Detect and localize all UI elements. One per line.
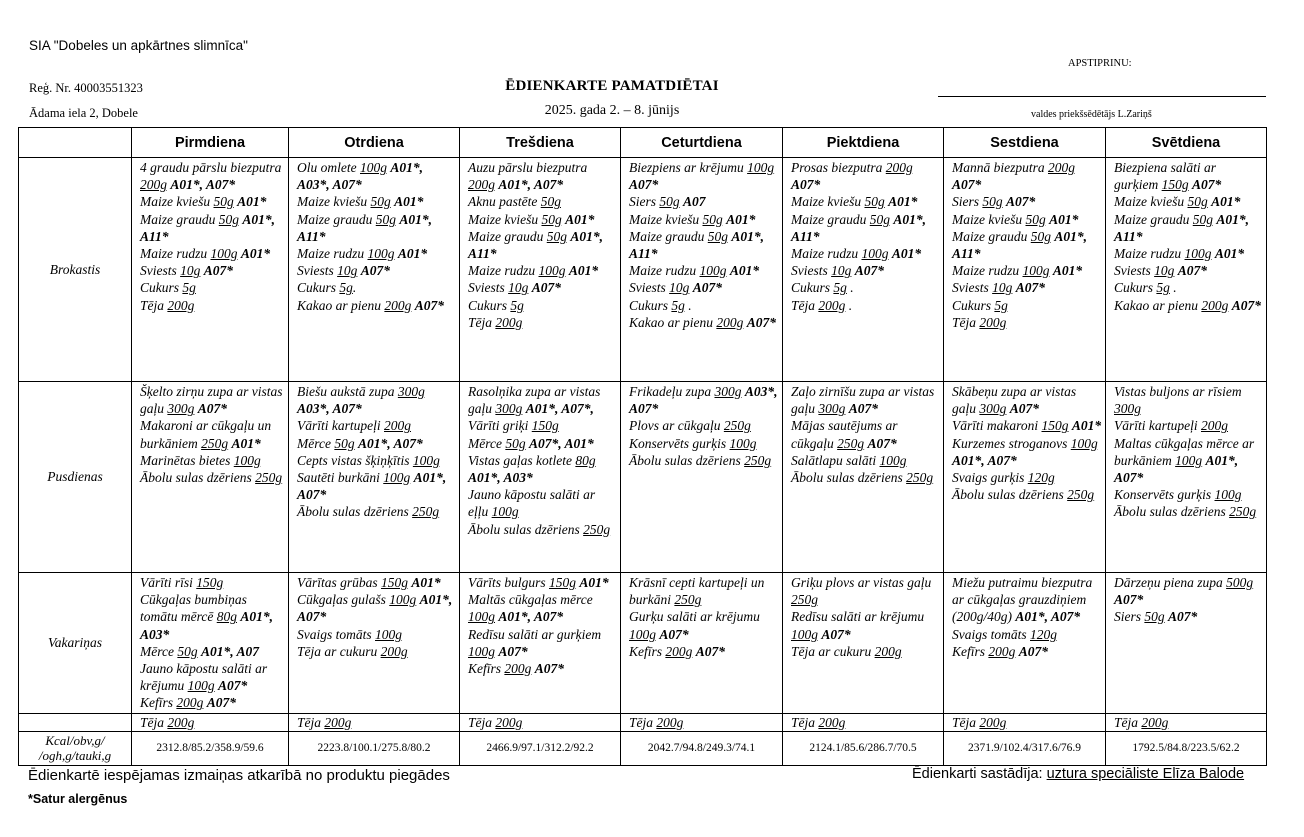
tea-cell: Tēja 200g xyxy=(468,714,523,730)
menu-cell: Frikadeļu zupa 300g A03*, A07* Plovs ar cūkgaļu 250g Konservēts gurķis 100g Ābolu sulas dzēriens 250g xyxy=(629,384,778,468)
registration-number: Reģ. Nr. 40003551323 xyxy=(29,81,143,95)
menu-cell: Miežu putraimu biezputra ar cūkgaļas grauzdiņiem (200g/40g) A01*, A07* Svaigs tomāts 120g Kefīrs 200g A07* xyxy=(952,575,1093,659)
menu-cell: Biezpiens ar krējumu 100g A07* Siers 50g A07 Maize kviešu 50g A01* Maize graudu 50g A01*, A11* Maize rudzu 100g A01* Sviests 10g A07* Cukurs 5g . Kakao ar pienu 200g A07* xyxy=(629,160,777,330)
menu-cell: Vistas buljons ar rīsiem 300g Vārīti kartupeļi 200g Maltas cūkgaļas mērce ar burkāniem 100g A01*, A07* Konservēts gurķis 100g Ābolu sulas dzēriens 250g xyxy=(1114,384,1257,520)
menu-table xyxy=(18,127,1267,766)
tea-row-label xyxy=(19,713,132,731)
menu-cell: Zaļo zirnīšu zupa ar vistas gaļu 300g A07* Mājas sautējums ar cūkgaļu 250g A07* Salātlapu salāti 100g Ābolu sulas dzēriens 250g xyxy=(791,384,935,486)
day-header: Sestdiena xyxy=(944,128,1106,158)
menu-cell: Mannā biezputra 200g A07* Siers 50g A07* Maize kviešu 50g A01* Maize graudu 50g A01*, A11* Maize rudzu 100g A01* Sviests 10g A07* Cukurs 5g Tēja 200g xyxy=(952,160,1088,330)
menu-cell: Vārītas grūbas 150g A01* Cūkgaļas gulašs 100g A01*, A07* Svaigs tomāts 100g Tēja ar cukuru 200g xyxy=(297,575,453,659)
allergen-note: *Satur alergēnus xyxy=(28,792,128,806)
row-label-breakfast: Brokastis xyxy=(19,158,132,382)
page-title: ĒDIENKARTE PAMATDIĒTAI xyxy=(505,78,719,94)
kcal-value: 2042.7/94.8/249.3/74.1 xyxy=(621,731,783,765)
kcal-value: 2124.1/85.6/286.7/70.5 xyxy=(783,731,944,765)
kcal-value: 2223.8/100.1/275.8/80.2 xyxy=(289,731,460,765)
menu-cell: Vārīts bulgurs 150g A01* Maltās cūkgaļas mērce 100g A01*, A07* Redīsu salāti ar gurķiem 100g A07* Kefīrs 200g A07* xyxy=(468,575,609,677)
tea-row xyxy=(19,713,1267,731)
day-header: Svētdiena xyxy=(1106,128,1267,158)
organization-name: SIA "Dobeles un apkārtnes slimnīca" xyxy=(29,38,248,53)
kcal-row xyxy=(19,731,1267,765)
signature-line xyxy=(938,96,1266,97)
tea-cell: Tēja 200g xyxy=(791,714,846,730)
kcal-value: 1792.5/84.8/223.5/62.2 xyxy=(1106,731,1267,765)
breakfast-row xyxy=(19,158,1267,382)
menu-cell: Olu omlete 100g A01*, A03*, A07* Maize kviešu 50g A01* Maize graudu 50g A01*, A11* Maize rudzu 100g A01* Sviests 10g A07* Cukurs 5g. Kakao ar pienu 200g A07* xyxy=(297,160,445,313)
approve-label: APSTIPRINU: xyxy=(1068,58,1132,69)
footer-author xyxy=(912,766,1244,782)
author-prefix: Ēdienkarti sastādīja: xyxy=(912,766,1047,782)
menu-cell: Skābeņu zupa ar vistas gaļu 300g A07* Vārīti makaroni 150g A01* Kurzemes stroganovs 100g A01*, A07* Svaigs gurķis 120g Ābolu sulas dzēriens 250g xyxy=(952,384,1102,503)
menu-cell: Biezpiena salāti ar gurķiem 150g A07* Maize kviešu 50g A01* Maize graudu 50g A01*, A11* Maize rudzu 100g A01* Sviests 10g A07* Cukurs 5g . Kakao ar pienu 200g A07* xyxy=(1114,160,1262,313)
menu-cell: Vārīti rīsi 150g Cūkgaļas bumbiņas tomātu mērcē 80g A01*, A03* Mērce 50g A01*, A07 Jauno kāpostu salāti ar krējumu 100g A07* Kefīrs 200g A07* xyxy=(140,575,273,711)
tea-cell: Tēja 200g xyxy=(1114,714,1169,730)
menu-cell: Griķu plovs ar vistas gaļu 250g Redīsu salāti ar krējumu 100g A07* Tēja ar cukuru 200g xyxy=(791,575,932,659)
menu-cell: Biešu aukstā zupa 300g A03*, A07* Vārīti kartupeļi 200g Mērce 50g A01*, A07* Cepts vistas šķiņķītis 100g Sautēti burkāni 100g A01*, A07* Ābolu sulas dzēriens 250g xyxy=(297,384,447,520)
lunch-row xyxy=(19,382,1267,573)
menu-cell: Rasolņika zupa ar vistas gaļu 300g A01*, A07*, Vārīti griķi 150g Mērce 50g A07*, A01* Vistas gaļas kotlete 80g A01*, A03* Jauno kāpostu salāti ar eļļu 100g Ābolu sulas dzēriens 250g xyxy=(468,384,611,537)
menu-cell: 4 graudu pārslu biezputra 200g A01*, A07* Maize kviešu 50g A01* Maize graudu 50g A01*, A11* Maize rudzu 100g A01* Sviests 10g A07* Cukurs 5g Tēja 200g xyxy=(140,160,282,313)
dinner-row xyxy=(19,573,1267,714)
kcal-value: 2466.9/97.1/312.2/92.2 xyxy=(460,731,621,765)
day-header: Ceturtdiena xyxy=(621,128,783,158)
row-label-kcal: Kcal/obv,g/ /ogh,g/tauki,g xyxy=(38,732,112,763)
chairman-name: valdes priekšsēdētājs L.Zariņš xyxy=(1031,109,1152,120)
menu-cell: Prosas biezputra 200g A07* Maize kviešu 50g A01* Maize graudu 50g A01*, A11* Maize rudzu 100g A01* Sviests 10g A07* Cukurs 5g . Tēja 200g . xyxy=(791,160,927,313)
day-header: Piektdiena xyxy=(783,128,944,158)
menu-cell: Dārzeņu piena zupa 500g A07* Siers 50g A07* xyxy=(1114,575,1254,625)
kcal-value: 2371.9/102.4/317.6/76.9 xyxy=(944,731,1106,765)
row-label-lunch: Pusdienas xyxy=(19,382,132,573)
row-label-dinner: Vakariņas xyxy=(19,573,132,714)
day-header: Pirmdiena xyxy=(132,128,289,158)
tea-cell: Tēja 200g xyxy=(952,714,1007,730)
address: Ādama iela 2, Dobele xyxy=(29,106,138,120)
kcal-value: 2312.8/85.2/358.9/59.6 xyxy=(132,731,289,765)
tea-cell: Tēja 200g xyxy=(140,714,195,730)
header-row xyxy=(19,128,1267,158)
day-header: Trešdiena xyxy=(460,128,621,158)
tea-cell: Tēja 200g xyxy=(629,714,684,730)
corner-cell xyxy=(19,128,132,158)
menu-cell: Auzu pārslu biezputra 200g A01*, A07* Aknu pastēte 50g Maize kviešu 50g A01* Maize graudu 50g A01*, A11* Maize rudzu 100g A01* Sviests 10g A07* Cukurs 5g Tēja 200g xyxy=(468,160,604,330)
footer-note: Ēdienkartē iespējamas izmaiņas atkarībā no produktu piegādes xyxy=(28,767,450,784)
date-range: 2025. gada 2. – 8. jūnijs xyxy=(544,103,680,118)
author-name: uztura speciāliste Elīza Balode xyxy=(1046,766,1245,782)
day-header: Otrdiena xyxy=(289,128,460,158)
tea-cell: Tēja 200g xyxy=(297,714,352,730)
menu-cell: Šķelto zirņu zupa ar vistas gaļu 300g A07* Makaroni ar cūkgaļu un burkāniem 250g A01* Marinētas bietes 100g Ābolu sulas dzēriens 250g xyxy=(140,384,283,486)
menu-cell: Krāsnī cepti kartupeļi un burkāni 250g Gurķu salāti ar krējumu 100g A07* Kefīrs 200g A07* xyxy=(629,575,765,659)
